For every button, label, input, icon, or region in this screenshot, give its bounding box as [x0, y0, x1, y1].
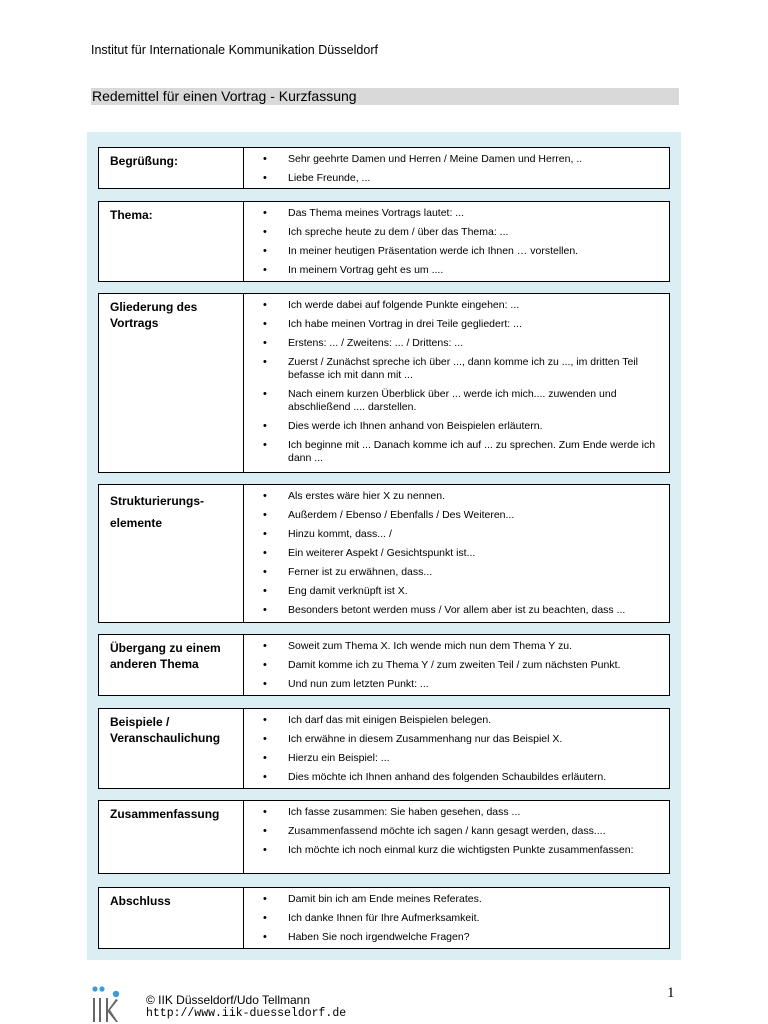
list-item: • Sehr geehrte Damen und Herren / Meine Damen und Herren, ..: [244, 153, 663, 166]
list-item: • Ich danke Ihnen für Ihre Aufmerksamkeit.: [244, 912, 663, 925]
list-item: • Ich erwähne in diesem Zusammenhang nur das Beispiel X.: [244, 733, 663, 746]
list-item: • Damit komme ich zu Thema Y / zum zweiten Teil / zum nächsten Punkt.: [244, 659, 663, 672]
list-item: • Besonders betont werden muss / Vor allem aber ist zu beachten, dass ...: [244, 604, 663, 617]
section-label: Gliederung des Vortrags: [99, 294, 244, 472]
section-outline: [98, 293, 670, 473]
list-item: • Ich beginne mit ... Danach komme ich auf ... zu sprechen. Zum Ende werde ich dann ...: [244, 439, 663, 465]
section-items: [244, 888, 669, 950]
section-examples: [98, 708, 670, 789]
section-label: Strukturierungs-elemente: [99, 485, 244, 622]
list-item: • Ein weiterer Aspekt / Gesichtspunkt ist...: [244, 547, 663, 560]
list-item: • Eng damit verknüpft ist X.: [244, 585, 663, 598]
list-item: • Ich spreche heute zu dem / über das Thema: ...: [244, 226, 663, 239]
list-item: • Zuerst / Zunächst spreche ich über ..., dann komme ich zu ..., im dritten Teil befasse ich mit dann mit ...: [244, 356, 663, 382]
list-item: • Ich werde dabei auf folgende Punkte eingehen: ...: [244, 299, 663, 312]
list-item: • Das Thema meines Vortrags lautet: ...: [244, 207, 663, 220]
section-items: [244, 801, 669, 863]
section-greeting: [98, 147, 670, 189]
page-header: Institut für Internationale Kommunikation Düsseldorf: [91, 43, 378, 57]
section-topic: [98, 201, 670, 282]
page-number: 1: [667, 985, 675, 1001]
list-item: • Ich möchte ich noch einmal kurz die wichtigsten Punkte zusammenfassen:: [244, 844, 663, 857]
section-label: Übergang zu einem anderen Thema: [99, 635, 244, 695]
list-item: • Haben Sie noch irgendwelche Fragen?: [244, 931, 663, 944]
section-label: Thema:: [99, 202, 244, 281]
section-transition: [98, 634, 670, 696]
section-items: [244, 148, 669, 191]
document-title: Redemittel für einen Vortrag - Kurzfassung: [91, 88, 679, 105]
section-label: Abschluss: [99, 888, 244, 948]
iik-logo-icon: [90, 985, 130, 1023]
list-item: • Als erstes wäre hier X zu nennen.: [244, 490, 663, 503]
list-item: • Damit bin ich am Ende meines Referates.: [244, 893, 663, 906]
page-footer: [146, 993, 346, 1021]
section-items: [244, 485, 669, 623]
website-link[interactable]: http://www.iik-duesseldorf.de: [146, 1007, 347, 1020]
section-label: Begrüßung:: [99, 148, 244, 188]
section-summary: [98, 800, 670, 874]
section-items: [244, 709, 669, 790]
list-item: • Soweit zum Thema X. Ich wende mich nun dem Thema Y zu.: [244, 640, 663, 653]
copyright-text: © IIK Düsseldorf/Udo Tellmann: [146, 993, 311, 1007]
list-item: • In meiner heutigen Präsentation werde ich Ihnen … vorstellen.: [244, 245, 663, 258]
list-item: • Ich fasse zusammen: Sie haben gesehen, dass ...: [244, 806, 663, 819]
section-label: Beispiele / Veranschaulichung: [99, 709, 244, 788]
section-structuring: [98, 484, 670, 623]
list-item: • Außerdem / Ebenso / Ebenfalls / Des Weiteren...: [244, 509, 663, 522]
section-items: [244, 202, 669, 283]
list-item: • Ferner ist zu erwähnen, dass...: [244, 566, 663, 579]
section-label: Zusammenfassung: [99, 801, 244, 873]
list-item: • Dies werde ich Ihnen anhand von Beispielen erläutern.: [244, 420, 663, 433]
list-item: • Nach einem kurzen Überblick über ... werde ich mich.... zuwenden und abschließend .... darstellen.: [244, 388, 663, 414]
list-item: • Ich habe meinen Vortrag in drei Teile gegliedert: ...: [244, 318, 663, 331]
list-item: • In meinem Vortrag geht es um ....: [244, 264, 663, 277]
list-item: • Hinzu kommt, dass... /: [244, 528, 663, 541]
list-item: • Erstens: ... / Zweitens: ... / Drittens: ...: [244, 337, 663, 350]
section-items: [244, 294, 669, 471]
list-item: • Dies möchte ich Ihnen anhand des folgenden Schaubildes erläutern.: [244, 771, 663, 784]
list-item: • Liebe Freunde, ...: [244, 172, 663, 185]
list-item: • Hierzu ein Beispiel: ...: [244, 752, 663, 765]
section-closing: [98, 887, 670, 949]
list-item: • Und nun zum letzten Punkt: ...: [244, 678, 663, 691]
list-item: • Zusammenfassend möchte ich sagen / kann gesagt werden, dass....: [244, 825, 663, 838]
section-items: [244, 635, 669, 697]
list-item: • Ich darf das mit einigen Beispielen belegen.: [244, 714, 663, 727]
